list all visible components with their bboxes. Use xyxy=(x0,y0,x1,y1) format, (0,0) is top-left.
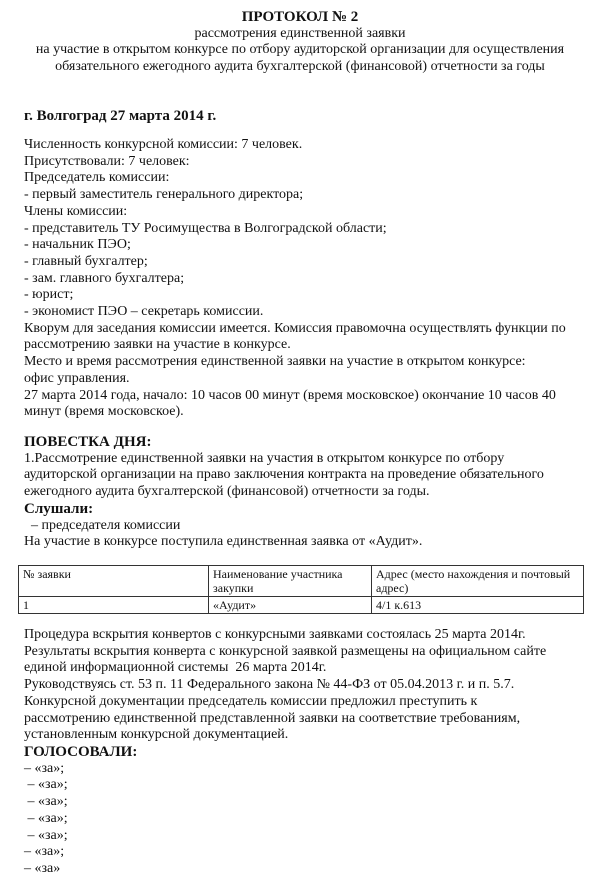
document-header xyxy=(0,9,600,75)
text-line: - главный бухгалтер; xyxy=(24,253,148,269)
table-row xyxy=(19,597,584,614)
text-line: установленным конкурсной документацией. xyxy=(24,727,289,743)
agenda-line: 1.Рассмотрение единственной заявки на участия в открытом конкурсе по отбору xyxy=(24,450,505,466)
text-line: Результаты вскрытия конверта с конкурсной заявкой размещены на официальном сайте xyxy=(24,643,547,659)
heard-heading: Слушали: xyxy=(24,500,94,517)
place-date: г. Волгоград 27 марта 2014 г. xyxy=(24,108,217,124)
heard-line: – председателя комиссии xyxy=(24,517,181,533)
text-line: Председатель комиссии: xyxy=(24,170,170,186)
text-line: Конкурсной документации председатель комиссии предложил преступить к xyxy=(24,693,478,709)
vote-line: – «за»; xyxy=(24,794,68,810)
document-title: ПРОТОКОЛ № 2 xyxy=(241,9,359,25)
table-header-row xyxy=(19,566,584,597)
header-cell: Наименование участника закупки xyxy=(209,566,372,597)
text-line: Место и время рассмотрения единственной заявки на участие в открытом конкурсе: xyxy=(24,354,526,370)
vote-line: – «за»; xyxy=(24,810,68,826)
text-line: рассмотрению единственной представленной заявки на соответствие требованиям, xyxy=(24,710,521,726)
applications-table xyxy=(18,565,584,614)
text-line: - первый заместитель генерального директора; xyxy=(24,187,304,203)
text-line: Руководствуясь ст. 53 п. 11 Федерального закона № 44-ФЗ от 05.04.2013 г. и п. 5.7. xyxy=(24,677,515,693)
text-line: Члены комиссии: xyxy=(24,203,128,219)
procedure-section xyxy=(24,627,594,744)
agenda-line: аудиторской организации на право заключения контракта на проведение обязательного xyxy=(24,467,544,483)
voting-section xyxy=(24,744,594,878)
table-cell: 4/1 к.613 xyxy=(372,597,584,614)
text-line: - представитель ТУ Росимущества в Волгоградской области; xyxy=(24,220,387,236)
subtitle-line: рассмотрения единственной заявки xyxy=(194,25,406,41)
table-cell: «Аудит» xyxy=(209,597,372,614)
commission-section xyxy=(24,137,594,421)
vote-line: – «за»; xyxy=(24,777,68,793)
text-line: Присутствовали: 7 человек: xyxy=(24,153,190,169)
text-line: Процедура вскрытия конвертов с конкурсными заявками состоялась 25 марта 2014г. xyxy=(24,627,526,642)
agenda-heading: ПОВЕСТКА ДНЯ: xyxy=(24,434,152,450)
text-line: 27 марта 2014 года, начало: 10 часов 00 минут (время московское) окончание 10 часов 40 xyxy=(24,387,556,403)
text-line: - зам. главного бухгалтера; xyxy=(24,270,185,286)
header-cell: Адрес (место нахождения и почтовый адрес) xyxy=(372,566,584,597)
text-line: - начальник ПЭО; xyxy=(24,237,131,253)
vote-line: – «за»; xyxy=(24,760,65,776)
heard-line: На участие в конкурсе поступила единственная заявка от «Аудит». xyxy=(24,534,423,550)
text-line: Кворум для заседания комиссии имеется. Комиссия правомочна осуществлять функции по xyxy=(24,320,566,336)
vote-line: – «за»; xyxy=(24,827,68,843)
text-line: рассмотрению заявки на участие в конкурсе. xyxy=(24,337,291,353)
table-cell: 1 xyxy=(19,597,209,614)
text-line: - юрист; xyxy=(24,287,74,303)
header-cell: № заявки xyxy=(19,566,209,597)
text-line: Численность конкурсной комиссии: 7 человек. xyxy=(24,137,303,152)
agenda-section xyxy=(24,434,594,551)
voting-heading: ГОЛОСОВАЛИ: xyxy=(24,744,138,760)
agenda-line: ежегодного аудита бухгалтерской (финансовой) отчетности за годы. xyxy=(24,484,430,500)
subtitle-line: на участие в открытом конкурсе по отбору аудиторской организации для осуществления xyxy=(35,42,565,57)
text-line: офис управления. xyxy=(24,370,130,386)
text-line: минут (время московское). xyxy=(24,404,184,420)
subtitle-line: обязательного ежегодного аудита бухгалтерской (финансовой) отчетности за годы xyxy=(55,58,545,74)
vote-line: – «за» xyxy=(24,860,61,876)
text-line: единой информационной системы 26 марта 2014г. xyxy=(24,660,327,676)
vote-line: – «за»; xyxy=(24,844,65,860)
text-line: - экономист ПЭО – секретарь комиссии. xyxy=(24,304,264,320)
